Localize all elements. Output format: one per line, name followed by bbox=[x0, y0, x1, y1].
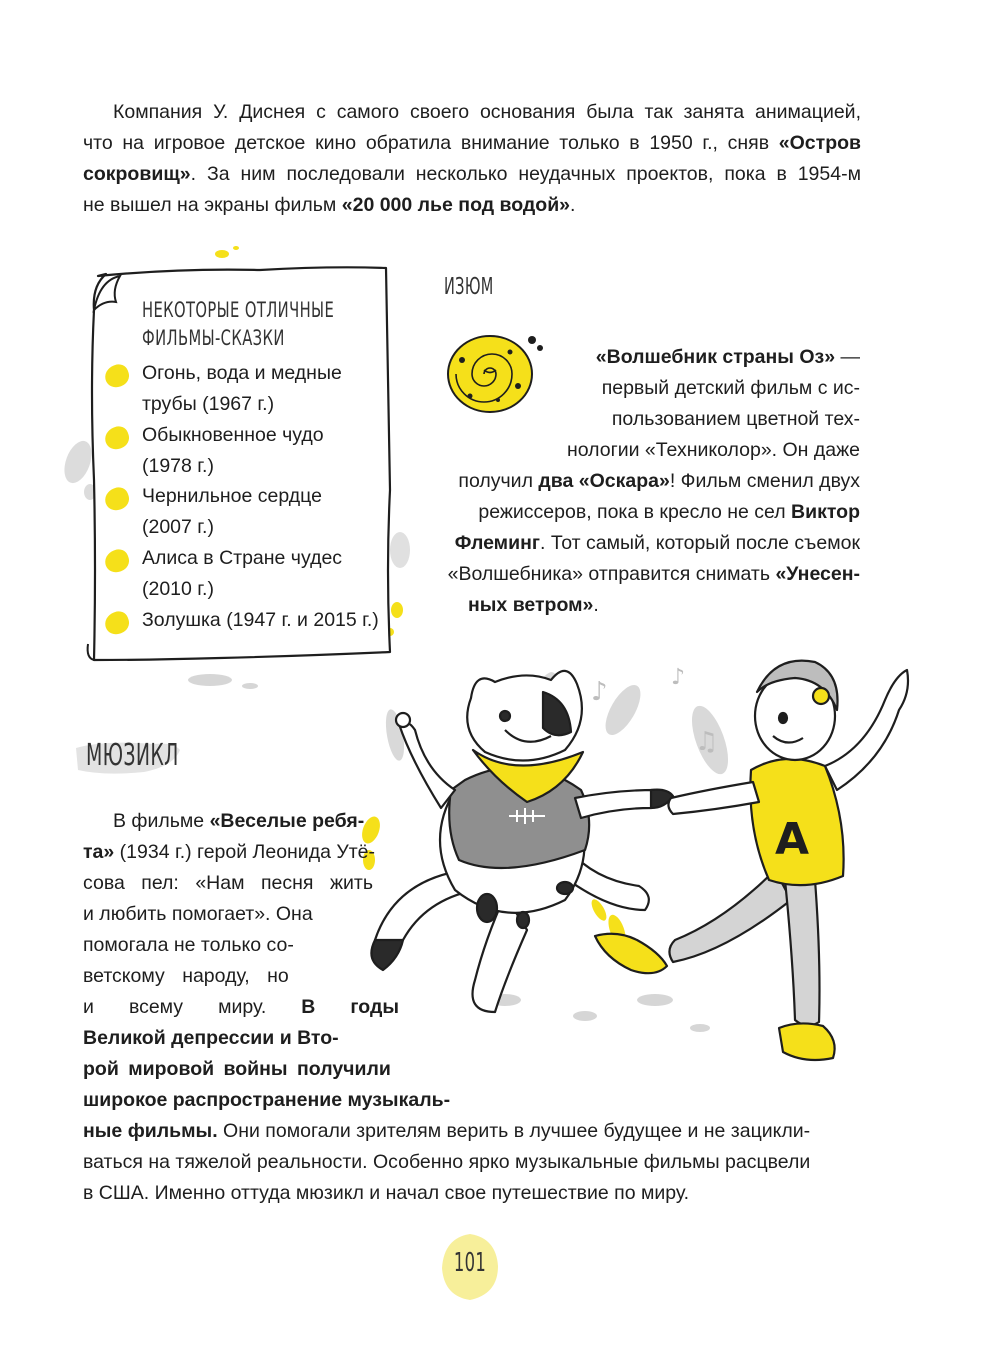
musical-line-12: ваться на тяжелой реальности. Особенно ярко музыкальные фильмы расцвели bbox=[83, 1151, 811, 1173]
izum-heading: ИЗЮМ bbox=[444, 274, 494, 300]
oz-bold-gone-1: «Унесен- bbox=[775, 563, 860, 585]
musical-line-3: сова пел: «Нам песня жить bbox=[83, 872, 373, 894]
intro-paragraph bbox=[83, 97, 861, 221]
oz-text-changed: ! Фильм сменил двух bbox=[669, 470, 860, 492]
list-item bbox=[100, 481, 400, 543]
music-note-icon: ♪ bbox=[671, 665, 686, 690]
musical-heading: МЮЗИКЛ bbox=[86, 738, 179, 773]
intro-bold-treasure-1: «Остров bbox=[778, 132, 861, 154]
oz-text-wizard: «Волшебника» отправится снимать bbox=[447, 563, 776, 585]
oz-line-1 bbox=[440, 342, 860, 373]
list-item-line-2: (1978 г.) bbox=[142, 455, 214, 477]
oz-line-5 bbox=[440, 466, 860, 497]
musical-bold-war: рой мировой войны получили bbox=[83, 1058, 391, 1080]
list-card-title-line-1: НЕКОТОРЫЕ ОТЛИЧНЫЕ bbox=[142, 298, 335, 322]
musical-line-2 bbox=[83, 837, 373, 868]
musical-line-6: ветскому народу, но bbox=[83, 965, 289, 987]
oz-line-6 bbox=[440, 497, 860, 528]
list-item-line-1: Чернильное сердце bbox=[142, 485, 322, 507]
oz-bold-gone-2: ных ветром» bbox=[468, 594, 594, 616]
musical-line-1 bbox=[83, 806, 373, 837]
list-card-title bbox=[142, 296, 335, 352]
music-note-icon: ♫ bbox=[695, 727, 719, 757]
list-item-line-1: Алиса в Стране чудес bbox=[142, 547, 343, 569]
intro-text-1: Компания У. Диснея с самого своего основания была так занята анимацией, bbox=[113, 101, 861, 123]
musical-line-11 bbox=[83, 1116, 863, 1147]
musical-line-13: в США. Именно оттуда мюзикл и начал свое путешествие по миру. bbox=[83, 1182, 690, 1204]
list-item-line-1: Огонь, вода и медные bbox=[142, 362, 342, 384]
list-card-title-line-2: ФИЛЬМЫ-СКАЗКИ bbox=[142, 326, 285, 350]
page-number: 101 bbox=[453, 1248, 487, 1278]
oz-text-directors: режиссеров, пока в кресло не сел bbox=[478, 501, 792, 523]
intro-line-3 bbox=[83, 159, 861, 190]
intro-bold-20000: «20 000 лье под водой» bbox=[341, 194, 571, 216]
list-item bbox=[100, 605, 400, 636]
list-item-line-1: Золушка (1947 г. и 2015 г.) bbox=[142, 609, 379, 631]
intro-text-2: что на игровое детское кино обратила внимание только в 1950 г., сняв bbox=[83, 132, 779, 154]
oz-text-dash: — bbox=[835, 346, 860, 368]
intro-line-1 bbox=[83, 97, 861, 128]
intro-line-2 bbox=[83, 128, 861, 159]
musical-text-4: Они помогали зрителям верить в лучшее будущее и не зацикли- bbox=[217, 1120, 811, 1142]
musical-line-7 bbox=[83, 992, 399, 1023]
oz-bold-victor: Виктор bbox=[791, 501, 860, 523]
list-item-line-2: трубы (1967 г.) bbox=[142, 393, 275, 415]
intro-text-3: . За ним последовали несколько неудачных проектов, пока в 1954-м bbox=[190, 163, 861, 185]
shirt-letter: A bbox=[775, 814, 810, 865]
musical-line-10 bbox=[83, 1085, 453, 1116]
musical-text-3: и всему миру. bbox=[83, 996, 302, 1018]
oz-text-period: . bbox=[593, 594, 599, 616]
list-item bbox=[100, 358, 400, 420]
musical-paragraph bbox=[83, 806, 863, 1209]
musical-bold-films: ные фильмы. bbox=[83, 1120, 218, 1142]
musical-bold-title-1: «Веселые ребя- bbox=[209, 810, 365, 832]
list-item-line-1: Обыкновенное чудо bbox=[142, 424, 324, 446]
oz-paragraph bbox=[440, 342, 860, 621]
intro-bold-treasure-2: сокровищ» bbox=[83, 163, 191, 185]
bullet-dot-icon bbox=[102, 485, 132, 514]
oz-bold-oscars: два «Оскара» bbox=[538, 470, 670, 492]
intro-text-5: . bbox=[570, 194, 576, 216]
musical-bold-title-2: та» bbox=[83, 841, 115, 863]
oz-line-3: пользованием цветной тех- bbox=[611, 408, 860, 430]
list-item bbox=[100, 543, 400, 605]
oz-bold-fleming: Флеминг bbox=[454, 532, 540, 554]
oz-line-2: первый детский фильм с ис- bbox=[601, 377, 860, 399]
oz-line-9 bbox=[440, 590, 860, 621]
bullet-dot-icon bbox=[102, 609, 132, 638]
list-item-line-2: (2007 г.) bbox=[142, 516, 214, 538]
musical-line-4: и любить помогает». Она bbox=[83, 903, 313, 925]
musical-line-9 bbox=[83, 1054, 453, 1085]
list-item-line-2: (2010 г.) bbox=[142, 578, 214, 600]
musical-bold-years: В годы bbox=[301, 996, 399, 1018]
musical-bold-spread: широкое распространение музыкаль- bbox=[83, 1089, 451, 1111]
bullet-dot-icon bbox=[102, 424, 132, 453]
oz-text-same: . Тот самый, который после съемок bbox=[540, 532, 860, 554]
oz-bold-title: «Волшебник страны Оз» bbox=[595, 346, 836, 368]
musical-line-5: помогала не только со- bbox=[83, 934, 294, 956]
music-note-icon: ♪ bbox=[591, 677, 608, 707]
bullet-dot-icon bbox=[102, 547, 132, 576]
oz-text-got: получил bbox=[458, 470, 539, 492]
musical-text-2: (1934 г.) герой Леонида Утё- bbox=[114, 841, 375, 863]
musical-line-8 bbox=[83, 1023, 399, 1054]
musical-bold-depression: Великой депрессии и Вто- bbox=[83, 1027, 339, 1049]
intro-line-4 bbox=[83, 190, 861, 221]
musical-text-1: В фильме bbox=[113, 810, 210, 832]
intro-text-4: не вышел на экраны фильм bbox=[83, 194, 342, 216]
list-item bbox=[100, 420, 400, 482]
oz-line-7 bbox=[440, 528, 860, 559]
bullet-dot-icon bbox=[102, 362, 132, 391]
oz-line-8 bbox=[440, 559, 860, 590]
oz-line-4: нологии «Техниколор». Он даже bbox=[566, 439, 860, 461]
